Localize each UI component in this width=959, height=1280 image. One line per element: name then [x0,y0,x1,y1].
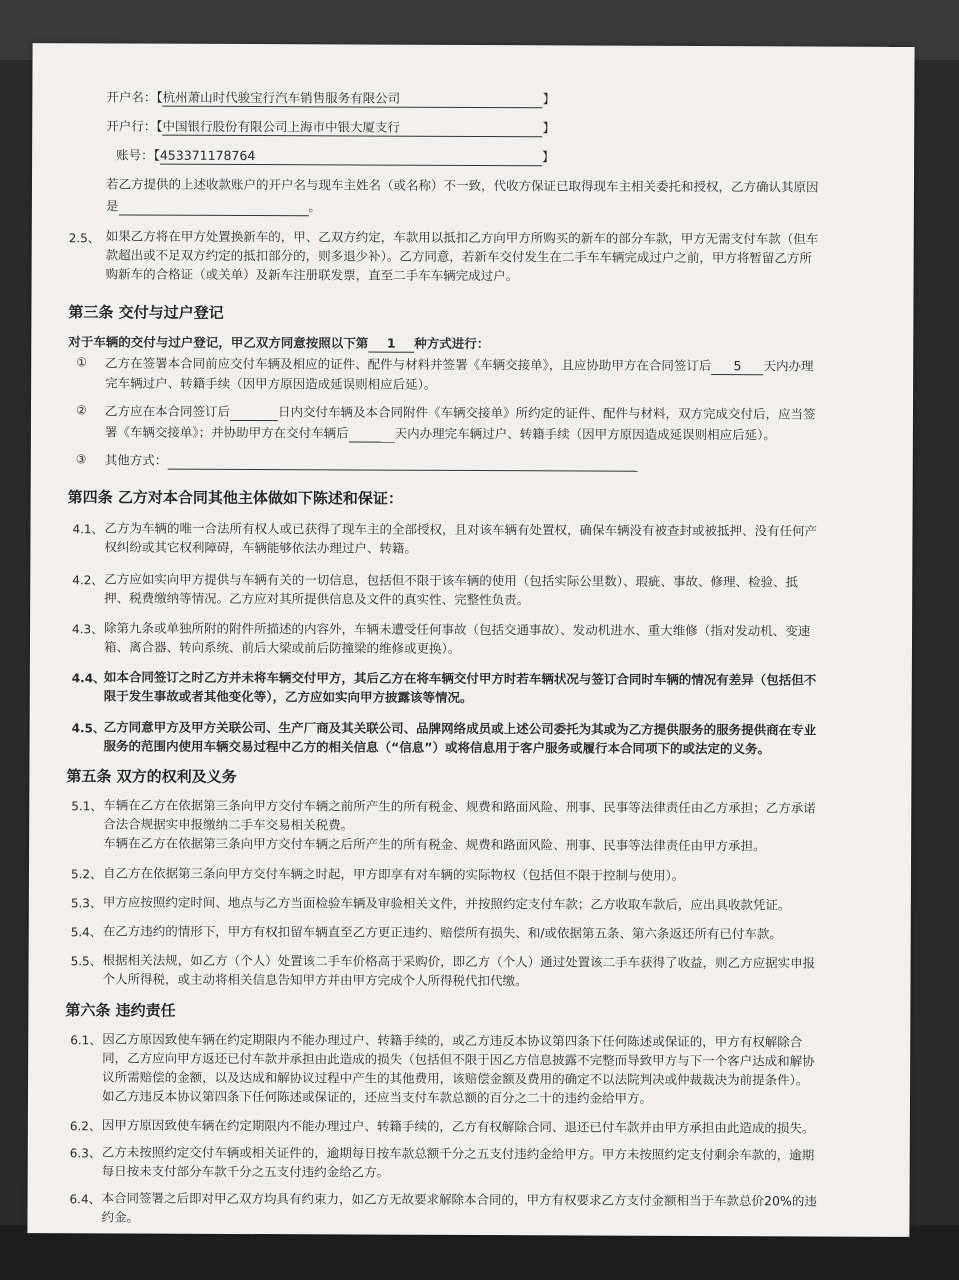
clause-4-5-line: 服务的范围内使用车辆交易过程中乙方的相关信息（“信息”）或将信息用于客户服务或履行本合同项下的或法定的义务。 [103,738,770,757]
clause-4-3-line: 除第九条或单独所附的附件所描述的内容外，车辆未遭受任何事故（包括交通事故）、发动机进水、重大维修（指对发动机、变速 [104,620,811,639]
method-number: 1 [368,335,414,353]
clause-6-1-line: 如乙方违反本协议第四条下任何陈述或保证的，还应当支付车款总额的百分之二十的违约金给甲方。 [101,1088,653,1106]
clause-number: 6.2、 [69,1119,101,1134]
clause-number: 4.3、 [72,622,104,637]
clause-5-3-line: 甲方应按照约定时间、地点与乙方当面检验车辆及审验相关文件，并按照约定支付车款；乙方收取车款后，应出具收款凭证。 [102,894,791,913]
clause-number: 5.5、 [70,954,102,969]
section-3-intro [68,333,489,353]
clause-number: 5.1、 [71,799,103,814]
clause-number: 6.4、 [69,1192,101,1207]
clause-4-2-line: 押、税费缴纳等情况。乙方应对其所提供信息及文件的真实性、完整性负责。 [104,590,530,608]
option-3-marker: ③ [75,452,87,467]
account-name-close: 】 [542,91,556,107]
account-bank-value: 中国银行股份有限公司上海市中银大厦支行 [162,118,542,138]
intro-text: 对于车辆的交付与过户登记，甲乙双方同意按照以下第 [68,334,369,351]
clause-number: 4.4、 [71,671,106,686]
account-bank-close: 】 [542,120,556,136]
option-1-text: 乙方在签署本合同前应交付车辆及相应的证件、配件与材料并签署《车辆交接单》，且应协助甲方在合同签订后 [105,355,712,374]
option-3-label: 其他方式： [104,452,168,468]
account-no-row [116,146,554,166]
option-1-marker: ① [76,355,88,370]
clause-4-2-line: 乙方应如实向甲方提供与车辆有关的一切信息，包括但不限于该车辆的使用（包括实际公里数）、瑕疵、事故、修理、检验、抵 [104,571,799,590]
option-2-marker: ② [75,403,87,418]
clause-6-1-line: 议所需赔偿的金额，以及达成和解协议过程中产生的其他费用，该赔偿金额及费用的确定不以法院判决或仲裁裁决为前提条件）。 [102,1069,809,1088]
option-1-line: 完车辆过户、转籍手续（因甲方原因造成延误则相应后延）。 [105,375,437,392]
clause-number: 6.3、 [69,1146,101,1161]
clause-6-4-line: 本合同签署之后即对甲乙双方均具有约束力，如乙方无故要求解除本合同的，甲方有权要求乙方支付金额相当于车款总价20%的违 [101,1190,817,1209]
clause-number: 4.5、 [71,721,105,736]
account-name-value: 杭州萧山时代骏宝行汽车销售服务有限公司 [163,89,543,109]
option-1-text-end: 天内办理 [763,358,814,374]
account-bank-label: 开户行：【 [106,118,163,134]
section-3-title: 第三条 交付与过户登记 [68,303,224,322]
clause-number: 4.1、 [72,522,104,537]
clause-5-5-line: 根据相关法规，如乙方（个人）处置该二手车价格高于采购价，即乙方（个人）通过处置该二手车获得了收益，则乙方应据实申报 [102,952,816,971]
clause-number: 5.4、 [70,925,102,940]
option-2-text: 乙方应在本合同签订后 [104,403,231,419]
intro-text-end: 种方式进行： [414,335,490,352]
contract-page [27,43,914,1237]
clause-4-1-line: 权纠纷或其它权利障碍，车辆能够依法办理过户、转籍。 [104,539,417,556]
clause-5-1-line: 车辆在乙方在依据第三条向甲方交付车辆之后所产生的所有税金、规费和路面风险、刑事、民事等法律责任由甲方承担。 [103,835,766,854]
option-2-line [105,423,776,444]
clause-5-4-line: 在乙方违约的情形下，甲方有权扣留车辆直至乙方更正违约、赔偿所有损失、和/或依据第五条、第六条返还所有已付车款。 [102,923,782,942]
clause-2-5-line: 款超出或不足双方约定的抵扣部分的，则多退少补）。乙方同意，若新车交付发生在二手车车辆完成过户之前，甲方将暂留乙方所 [105,247,812,266]
clause-5-5-line: 个人所得税，或主动将相关信息告知甲方并由甲方完成个人所得税代扣代缴。 [102,971,528,989]
clause-6-1-line: 因乙方原因致使车辆在约定期限内不能办理过户、转籍手续的，或乙方违反本协议第四条下任何陈述或保证的，甲方有权解除合 [102,1031,803,1050]
clause-number: 2.5、 [68,231,100,246]
clause-5-1-line: 车辆在乙方在依据第三条向甲方交付车辆之前所产生的所有税金、规费和路面风险、刑事、民事等法律责任由乙方承担；乙方承诺 [103,797,816,816]
account-no-close: 】 [541,149,555,165]
clause-4-5-line: 乙方同意甲方及甲方关联公司、生产厂商及其关联公司、品牌网络成员或上述公司委托为其或为乙方提供服务的服务提供商在专业 [103,719,817,738]
account-name-label: 开户名：【 [106,89,163,105]
clause-6-3-line: 每日按未支付部分车款千分之五支付违约金给乙方。 [101,1163,390,1180]
option-2-text-b: 日内交付车辆及本合同附件《车辆交接单》所约定的证件、配件与材料，双方完成交付后，应当签 [277,404,816,422]
clause-4-4-line: 限于发生事故或者其他变化等），乙方应如实向甲方披露该等情况。 [103,688,473,706]
clause-5-1-line: 合法合规据实申报缴纳二手车交易相关税费。 [103,816,354,833]
option-2-line [105,402,816,423]
clause-6-1-line: 同，乙方应向甲方返还已付车款并承担由此造成的损失（包括但不限于因乙方信息披露不完整而导致甲方与下一个客户达成和解协 [102,1050,815,1069]
account-bank-row [106,117,555,137]
section-5-title: 第五条 双方的权利及义务 [66,767,237,786]
clause-number: 5.3、 [70,896,102,911]
note-line-1: 若乙方提供的上述收款账户的开户名与现车主姓名（或名称）不一致，代收方保证已取得现车主相关委托和授权，乙方确认其原因 [105,176,819,195]
option-2-text-d: 天内办理完车辆过户、转籍手续（因甲方原因造成延误则相应后延）。 [394,425,776,443]
clause-2-5-line: 如果乙方将在甲方处置换新车的，甲、乙双方约定，车款用以抵扣乙方向甲方所购买的新车的部分车款，甲方无需支付车款（但车 [105,228,819,247]
note-suffix: 。 [308,199,321,215]
clause-4-3-line: 箱、离合器、转向系统、前后大梁或前后防撞梁的维修或更换）。 [103,639,461,656]
clause-number: 4.2、 [72,573,104,588]
clause-6-4-line: 约金。 [101,1209,140,1225]
option-3-line [105,451,638,471]
option-2-text-c: 署《车辆交接单》；并协助甲方在交付车辆后 [104,424,349,441]
clause-number: 5.2、 [70,867,103,882]
clause-4-1-line: 乙方为车辆的唯一合法所有权人或已获得了现车主的全部授权，且对该车辆有处置权，确保车辆没有被查封或被抵押、没有任何产 [104,520,818,539]
clause-2-5-line: 购新车的合格证（或关单）及新车注册联发票，直至二手车车辆完成过户。 [105,266,519,284]
section-6-title: 第六条 违约责任 [65,1001,176,1020]
clause-4-4-line: 如本合同签订之时乙方并未将车辆交付甲方，其后乙方在将车辆交付甲方时若车辆状况与签订合同时车辆的情况有差异（包括但不 [103,669,817,688]
note-line-2 [106,197,321,216]
option-1-days: 5 [711,357,763,375]
option-1-line [105,354,813,375]
account-no-value: 453371178764 [160,147,542,167]
clause-6-2-line: 因甲方原因致使车辆在约定期限内不能办理过户、转籍手续的，乙方有权解除合同、退还已付车款并由甲方承担由此造成的损失。 [101,1117,815,1136]
section-4-title: 第四条 乙方对本合同其他主体做如下陈述和保证： [67,488,403,508]
clause-number: 6.1、 [70,1033,102,1048]
account-name-row [106,88,555,108]
clause-6-3-line: 乙方未按照约定交付车辆或相关证件的，逾期每日按车款总额千分之五支付违约金给甲方。甲方未按照约定支付剩余车款的，逾期 [101,1144,815,1163]
clause-5-2-line: 自乙方在依据第三条向甲方交付车辆之时起，甲方即享有对车辆的实际物权（包括但不限于控制与使用）。 [102,865,685,883]
account-no-label: 账号：【 [116,147,160,163]
note-prefix: 是 [105,198,119,214]
